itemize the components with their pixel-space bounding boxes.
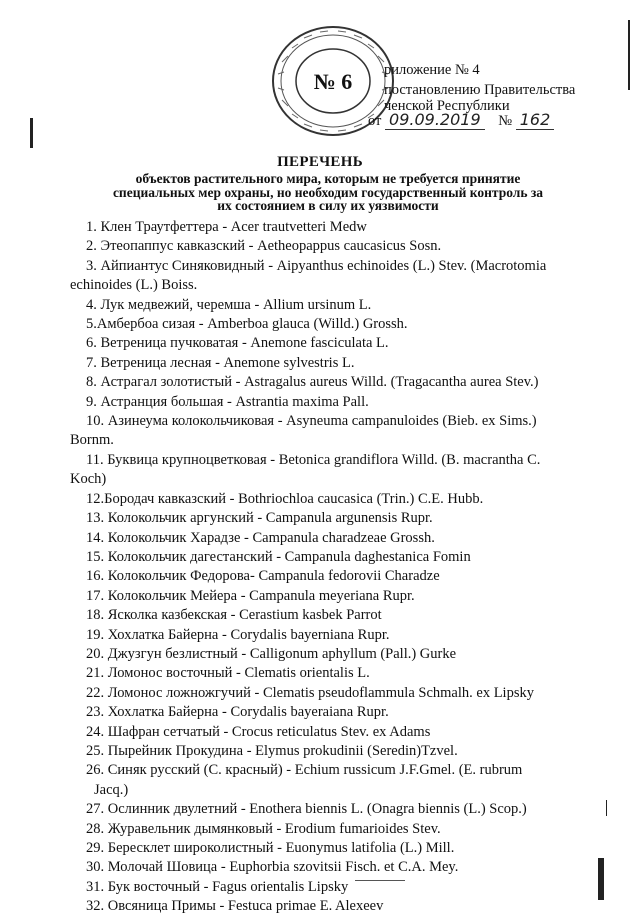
- list-item-text: 6. Ветреница пучковатая - Anemone fasciculata L.: [86, 335, 389, 352]
- list-item: [86, 218, 586, 237]
- list-item: [86, 858, 586, 877]
- list-item: [86, 490, 586, 509]
- list-item: [86, 315, 586, 334]
- list-item: [86, 626, 586, 645]
- list-item: [86, 548, 586, 567]
- list-item-text: 23. Хохлатка Байерна - Corydalis bayeraiana Rupr.: [86, 704, 389, 721]
- date-prefix: от: [368, 113, 382, 129]
- list-item: [86, 703, 586, 722]
- republic-line: ченской Республики: [384, 98, 510, 114]
- list-item: [86, 742, 586, 761]
- list-item: [86, 761, 586, 800]
- list-item-text: 19. Хохлатка Байерна - Corydalis bayerniana Rupr.: [86, 626, 390, 643]
- list-item-text: 14. Колокольчик Харадзе - Campanula charadzeae Grossh.: [86, 529, 435, 546]
- list-item-text: 30. Молочай Шовица - Euphorbia szovitsii Fisch. et C.A. Mey.: [86, 859, 459, 876]
- list-item: [70, 412, 586, 451]
- list-item-text: 1. Клен Траутфеттера - Acer trautvetteri Medw: [86, 219, 367, 235]
- scan-edge-mark-right: [628, 20, 630, 90]
- list-item: [86, 393, 586, 412]
- list-item-text: 21. Ломонос восточный - Clematis orientalis L.: [86, 665, 370, 682]
- appendix-label: риложение № 4: [384, 62, 480, 78]
- list-item: [86, 606, 586, 625]
- list-item: [86, 897, 586, 916]
- list-item-continuation: Jacq.): [94, 781, 129, 798]
- list-item: [86, 296, 586, 315]
- seal-number: № 6: [313, 69, 353, 94]
- scan-edge-mark-bottom: [598, 858, 604, 900]
- list-item-text: 26. Синяк русский (С. красный) - Echium russicum J.F.Gmel. (E. rubrum: [86, 762, 523, 779]
- list-item-text: 28. Журавельник дымянковый - Erodium fumarioides Stev.: [86, 820, 441, 837]
- list-item-text: 3. Айпиантус Синяковидный - Aipyanthus echinoides (L.) Stev. (Macrotomia: [86, 257, 547, 274]
- appendix-header: [384, 62, 634, 78]
- list-item: [86, 723, 586, 742]
- list-item-text: 20. Джузгун безлистный - Calligonum aphyllum (Pall.) Gurke: [86, 645, 457, 662]
- list-item: [86, 800, 586, 819]
- list-item-text: 17. Колокольчик Мейера - Campanula meyeriana Rupr.: [86, 587, 415, 604]
- number-label: №: [498, 113, 513, 129]
- list-item: [86, 839, 586, 858]
- list-item: [86, 645, 586, 664]
- list-item-text: 27. Ослинник двулетний - Enothera biennis L. (Onagra biennis (L.) Scop.): [86, 801, 527, 818]
- list-item-text: 25. Пырейник Прокудина - Elymus prokudinii (Seredin)Tzvel.: [86, 742, 458, 759]
- list-item-text: 10. Азинеума колокольчиковая - Asyneuma campanuloides (Bieb. ex Sims.): [86, 413, 537, 430]
- decree-date: 09.09.2019: [385, 110, 485, 130]
- list-item-text: 24. Шафран сетчатый - Crocus reticulatus Stev. ex Adams: [86, 723, 431, 740]
- list-item-text: 2. Этеопаппус кавказский - Aetheopappus caucasicus Sosn.: [86, 238, 442, 255]
- list-item-continuation: echinoides (L.) Boiss.: [70, 277, 198, 294]
- list-item: [86, 684, 586, 703]
- list-item-text: 29. Бересклет широколистный - Euonymus latifolia (L.) Mill.: [86, 840, 455, 856]
- list-item: [86, 354, 586, 373]
- list-item: [86, 587, 586, 606]
- list-item: [86, 529, 586, 548]
- list-item: [86, 664, 586, 683]
- list-item: [86, 334, 586, 353]
- list-item: [86, 878, 586, 897]
- list-item: [86, 820, 586, 839]
- list-item: [86, 509, 586, 528]
- list-item-text: 22. Ломонос ложножгучий - Clematis pseudoflammula Schmalh. ex Lipsky: [86, 684, 534, 701]
- list-item-text: 5.Амбербоа сизая - Amberboa glauca (Willd.) Grossh.: [86, 316, 408, 333]
- list-item-text: 13. Колокольчик аргунский - Campanula argunensis Rupr.: [86, 510, 433, 527]
- decree-line: постановлению Правительства: [384, 82, 576, 98]
- list-item-text: 31. Бук восточный - Fagus orientalis Lipsky: [86, 878, 349, 895]
- list-item: [86, 373, 586, 392]
- list-item-text: 11. Буквица крупноцветковая - Betonica grandiflora Willd. (B. macrantha C.: [86, 451, 541, 468]
- document-subtitle: объектов растительного мира, которым не требуется принятие специальных мер охраны, но необходим государственный контроль за их состоянием в силу их уязвимости: [112, 171, 544, 213]
- list-item: [70, 257, 586, 296]
- list-item-text: 15. Колокольчик дагестанский - Campanula daghestanica Fomin: [86, 548, 471, 565]
- plant-list: [70, 218, 586, 917]
- list-item-text: 32. Овсяница Примы - Festuca primae E. Alexeev: [86, 898, 384, 915]
- document-title: ПЕРЕЧЕНЬ: [277, 154, 363, 170]
- list-item: [86, 237, 586, 256]
- scan-edge-mark-left: [30, 118, 33, 148]
- list-item-text: 7. Ветреница лесная - Anemone sylvestris L.: [86, 354, 355, 371]
- list-item: [70, 451, 586, 490]
- list-item-text: 4. Лук медвежий, черемша - Allium ursinum L.: [86, 296, 372, 313]
- list-item-text: 18. Ясколка казбекская - Cerastium kasbek Parrot: [86, 607, 382, 624]
- decree-number: 162: [516, 110, 555, 130]
- list-item: [86, 567, 586, 586]
- list-item-text: 8. Астрагал золотистый - Astragalus aureus Willd. (Tragacantha aurea Stev.): [86, 374, 539, 391]
- list-item-text: 12.Бородач кавказский - Bothriochloa caucasica (Trin.) C.E. Hubb.: [86, 490, 484, 507]
- list-item-text: 9. Астранция большая - Astrantia maxima Pall.: [86, 393, 369, 410]
- list-item-text: 16. Колокольчик Федорова- Campanula fedorovii Charadze: [86, 568, 440, 585]
- list-item-continuation: Bornm.: [70, 432, 114, 449]
- decree-date-row: [368, 110, 554, 130]
- scan-edge-mark-right-2: [606, 800, 607, 816]
- list-item-continuation: Koch): [70, 471, 107, 488]
